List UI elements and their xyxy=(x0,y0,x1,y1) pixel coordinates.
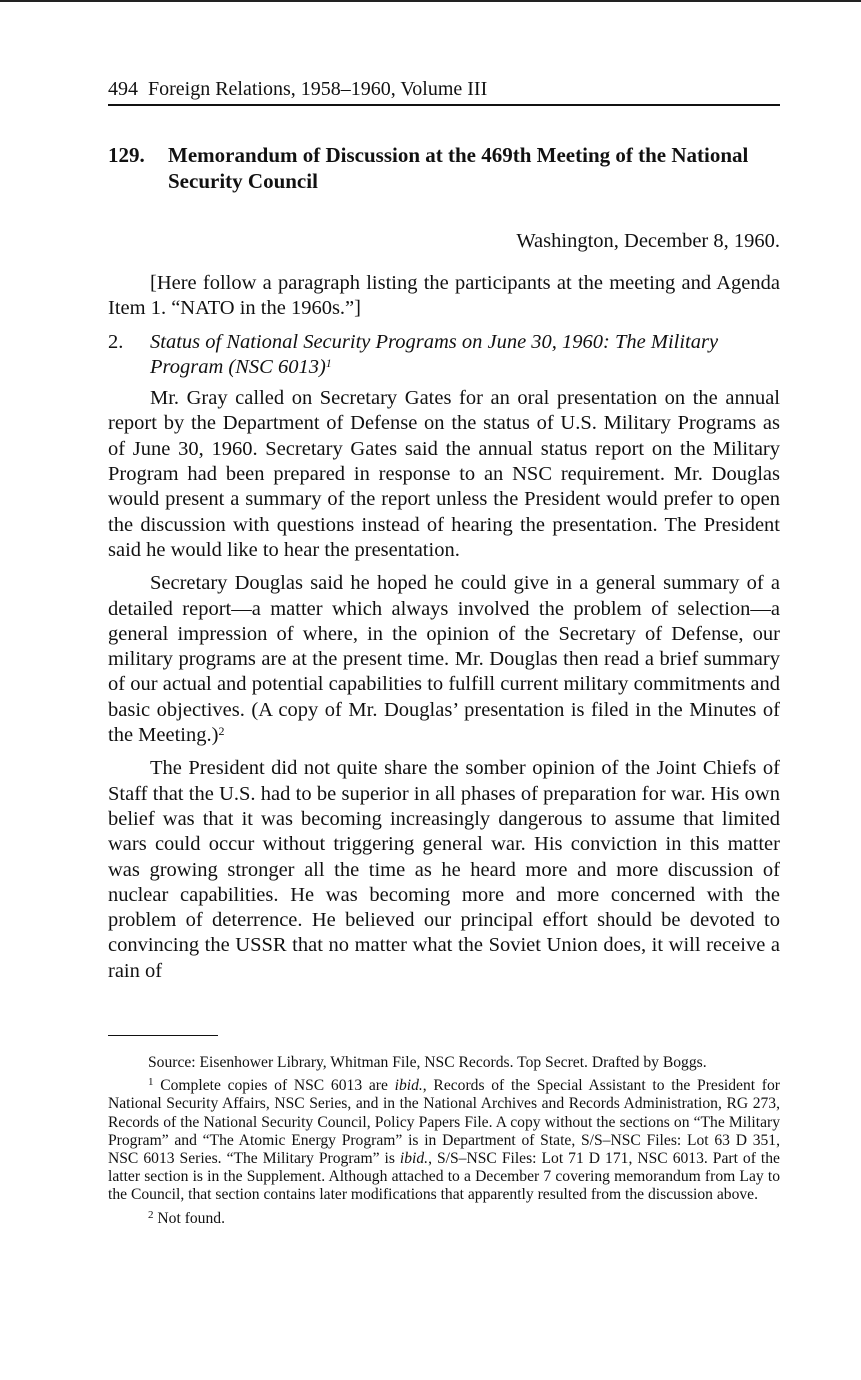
source-note: Source: Eisenhower Library, Whitman File, NSC Records. Top Secret. Drafted by Boggs. xyxy=(148,1054,707,1071)
document-heading xyxy=(108,142,780,194)
footnote-2 xyxy=(108,1210,780,1228)
footnote-1-ibid-b: ibid. xyxy=(399,1150,429,1168)
document-body xyxy=(108,271,780,992)
body-paragraph-1: Mr. Gray called on Secretary Gates for an oral presentation on the annual report by the Department of Defense on the status of U.S. Military Programs as of June 30, 1960. Secretary Gates said the annual status report on the Military Program had been prepared in response to an NSC requirement. Mr. Douglas would present a summary of the report unless the President would prefer to open the discussion with questions instead of hearing the presentation. The President said he would like to hear the presentation. xyxy=(108,387,780,561)
footnote-1-marker: 1 xyxy=(148,1076,154,1089)
footnote-divider xyxy=(108,1035,218,1036)
body-paragraph-3: The President did not quite share the somber opinion of the Joint Chiefs of Staff that the U.S. had to be superior in all phases of preparation for war. His own belief was that it was becoming increasingly dangerous to assume that limited wars could occur without triggering general war. His conviction in this matter was growing stronger all the time as he heard more and more discussion of nuclear capabilities. He was becoming more and more concerned with the problem of deterrence. He believed our principal effort should be devoted to convincing the USSR that no matter what the Soviet Union does, it will receive a rain of xyxy=(108,757,780,982)
dateline: Washington, December 8, 1960. xyxy=(516,230,780,252)
footnotes xyxy=(108,1054,780,1233)
footnote-1-text-c: , S/S–NSC Files: Lot 71 D 171, NSC 6013. Part of the latter section is in the Supplement. Although attached to a December 7 covering memorandum from Lay to the Council, that section contains later modifications that apparently resulted from the discussion above. xyxy=(108,1150,780,1204)
intro-paragraph: [Here follow a paragraph listing the participants at the meeting and Agenda Item 1. “NATO in the 1960s.”] xyxy=(108,272,780,320)
body-paragraph-2-text: Secretary Douglas said he hoped he could give in a general summary of a detailed report—a matter which always involved the problem of selection—a general impression of where, in the opinion of the Secretary of Defense, our military programs are at the present time. Mr. Douglas then read a brief summary of our actual and potential capabilities to fulfill current military commitments and basic objectives. (A copy of Mr. Douglas’ presentation is filed in the Minutes of the Meeting.) xyxy=(108,572,780,747)
footnote-1-text-b: , Records of the Special Assistant to the President for National Security Affairs, NSC Series, and in the National Archives and Records Administration, RG 273, Records of the National Security Council, Policy Papers File. A copy without the sections on “The Military Program” and “The Atomic Energy Program” is in Department of State, S/S–NSC Files: Lot 63 D 351, NSC 6013 Series. “The Military Program” is xyxy=(108,1077,780,1168)
running-header xyxy=(108,76,780,106)
footnote-2-marker: 2 xyxy=(148,1208,154,1221)
agenda-item-number: 2. xyxy=(108,330,124,353)
footnote-1 xyxy=(108,1077,780,1204)
agenda-item-title xyxy=(150,330,780,381)
footnote-ref-1: 1 xyxy=(325,355,332,370)
footnote-2-text: Not found. xyxy=(157,1209,225,1227)
agenda-item-heading xyxy=(108,330,780,381)
footnote-1-text-a: Complete copies of NSC 6013 are xyxy=(160,1077,395,1095)
body-paragraph-2 xyxy=(108,571,780,748)
footnote-ref-2: 2 xyxy=(218,724,225,739)
document-title: Memorandum of Discussion at the 469th Meeting of the National Security Council xyxy=(168,143,749,193)
agenda-item-title-text: Status of National Security Programs on June 30, 1960: The Military Program (NSC 6013) xyxy=(150,330,719,378)
running-title: Foreign Relations, 1958–1960, Volume III xyxy=(148,78,488,100)
footnote-1-ibid-a: ibid. xyxy=(394,1077,423,1095)
document-number: 129. xyxy=(108,143,145,167)
scan-top-edge xyxy=(0,0,861,2)
page-number: 494 xyxy=(108,78,138,100)
